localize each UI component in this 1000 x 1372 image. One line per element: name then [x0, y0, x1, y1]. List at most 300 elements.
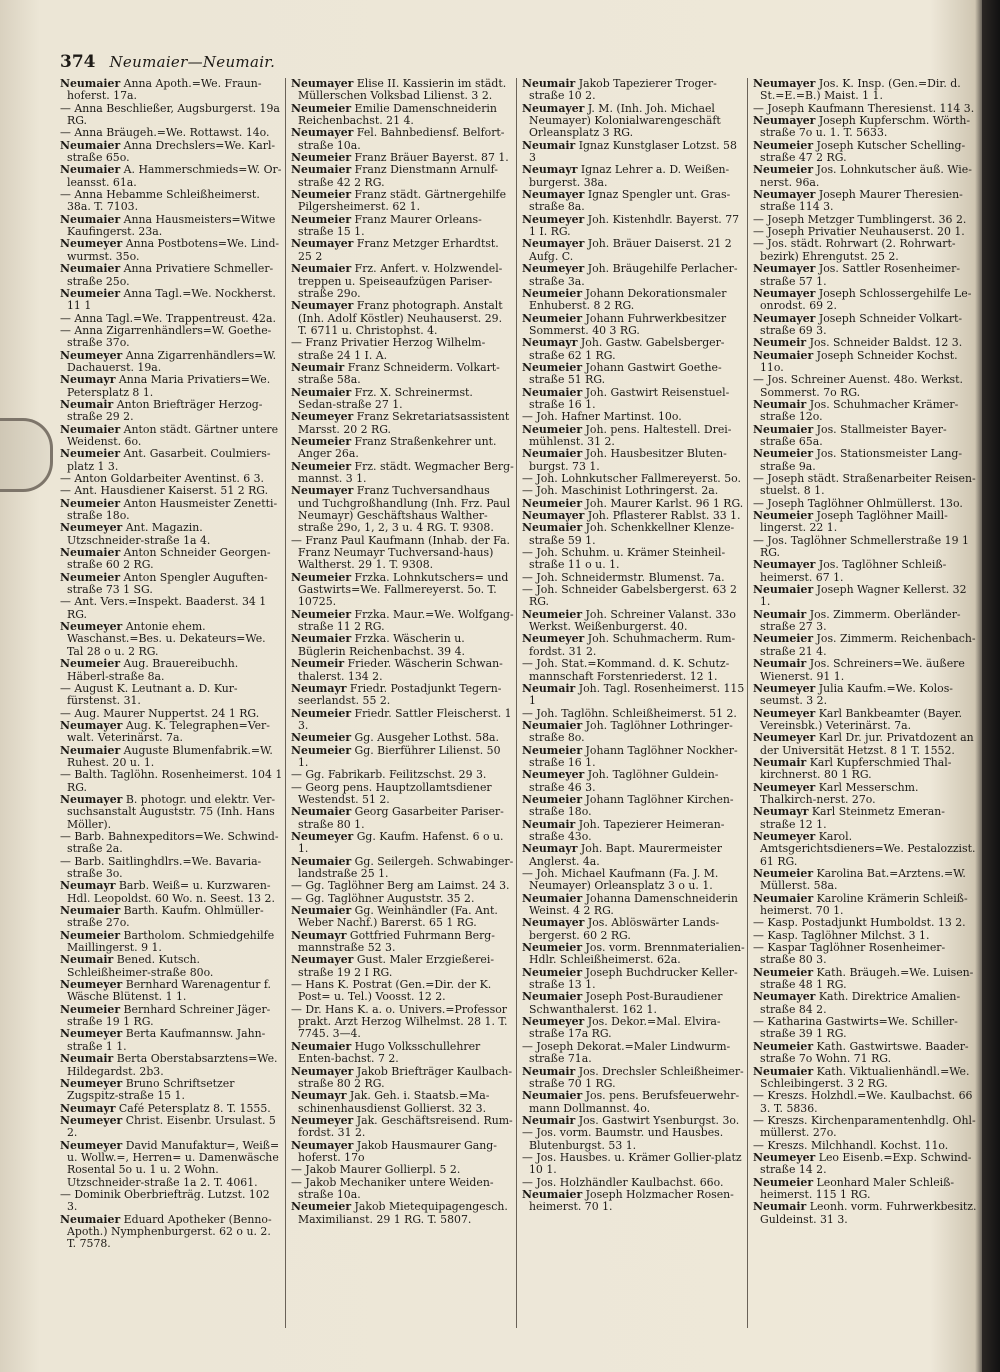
entry-surname: Neumair	[522, 138, 576, 152]
entry-text: Joseph Kupferschm. Wörth-straße 7o u. 1. T. 5633.	[760, 114, 971, 140]
entry-surname: Neumayr	[522, 163, 578, 177]
entry-text: Jos. Schreiners=We. äußere Wienerst. 91 1.	[760, 657, 965, 683]
entry-text: Anna Maria Privatiers=We. Petersplatz 8 1.	[67, 373, 271, 399]
entry-surname: Neumeier	[291, 434, 352, 448]
entry-surname: Neumayer	[291, 126, 354, 140]
entry-text: Jos. Dekor.=Mal. Elvira-straße 17a RG.	[529, 1015, 721, 1041]
directory-entry	[291, 1090, 514, 1115]
entry-text: Johann Gastwirt Goethe-straße 51 RG.	[529, 360, 722, 387]
directory-entry	[522, 633, 745, 658]
entry-text: Joh. Pflasterer Rablst. 33 1.	[584, 509, 741, 523]
entry-text: Frieder. Wäscherin Schwan-thalerst. 134 2.	[298, 657, 503, 683]
entry-text: Anna Privatiere Schmeller-straße 25o.	[67, 262, 274, 288]
entry-text: — Joh. Michael Kaufmann (Fa. J. M. Neumayer) Orleansplatz 3 o u. 1.	[522, 867, 719, 893]
directory-entry	[60, 498, 283, 523]
entry-text: — Joseph Kaufmann Theresienst. 114 3.	[753, 101, 975, 115]
entry-text: — Anton Goldarbeiter Aventinst. 6 3.	[60, 472, 265, 485]
entry-surname: Neumayer	[291, 299, 354, 313]
entry-text: Joh. Taglöhner Guldein-straße 46 3.	[529, 768, 719, 794]
entry-surname: Neumayr	[60, 879, 116, 893]
entry-surname: Neumaier	[291, 854, 352, 868]
entry-text: Frzka. Wäscherin u. Büglerin Reichenbachst. 39 4.	[298, 632, 465, 658]
entry-text: Joh. pens. Haltestell. Drei-mühlenst. 31 2.	[529, 422, 732, 448]
entry-surname: Neumeyer	[60, 1027, 123, 1041]
entry-text: — Franz Paul Kaufmann (Inhab. der Fa. Franz Neumayr Tuchversand-haus) Waltherst. 29 1. T. 9308.	[291, 533, 510, 572]
directory-entry	[753, 374, 977, 399]
entry-text: Joh. Bapt. Maurermeister Anglerst. 4a.	[529, 842, 722, 868]
directory-entry	[753, 757, 977, 782]
entry-surname: Neumeyer	[60, 1076, 123, 1090]
directory-entry	[753, 1115, 977, 1140]
entry-surname: Neumair	[753, 657, 807, 671]
entry-text: — Balth. Taglöhn. Rosenheimerst. 104 1 RG.	[60, 768, 283, 794]
entry-text: Christ. Eisenbr. Ursulast. 5 2.	[67, 1113, 276, 1140]
directory-entry	[522, 794, 745, 819]
entry-text: Barth. Kaufm. Ohlmüller-straße 27o.	[67, 904, 264, 930]
entry-surname: Neumaier	[522, 1187, 583, 1201]
entry-surname: Neumair	[522, 1113, 576, 1127]
entry-text: Franz städt. Gärtnergehilfe Pilgersheimerst. 62 1.	[298, 188, 507, 214]
entry-text: Franz Bräuer Bayerst. 87 1.	[351, 151, 509, 165]
entry-surname: Neumaier	[60, 212, 121, 226]
entry-surname: Neumeier	[60, 1002, 121, 1016]
directory-entry	[60, 325, 283, 350]
entry-text: Karoline Krämerin Schleiß-heimerst. 70 1.	[760, 891, 968, 918]
entry-text: Berta Kaufmannsw. Jahn-straße 1 1.	[67, 1027, 266, 1053]
directory-entry	[60, 214, 283, 239]
entry-surname: Neumeyer	[522, 1015, 585, 1029]
entry-surname: Neumeier	[522, 965, 583, 979]
entry-text: Kath. Bräugeh.=We. Luisen-straße 48 1 RG.	[760, 965, 974, 992]
entry-text: — Anna Beschließer, Augsburgerst. 19a RG.	[60, 101, 280, 128]
entry-text: — Joh. Schuhm. u. Krämer Steinheil-straße 11 o u. 1.	[522, 546, 726, 572]
directory-entry	[60, 794, 283, 831]
entry-surname: Neumair	[753, 397, 807, 411]
directory-entry	[753, 115, 977, 140]
entry-text: A. Hammerschmieds=W. Or-leansst. 61a.	[67, 163, 282, 189]
entry-text: — Ant. Hausdiener Kaiserst. 51 2 RG.	[60, 484, 269, 498]
entry-surname: Neumayer	[522, 188, 585, 202]
entry-text: Jos. K. Insp. (Gen.=Dir. d. St.=E.=B.) Maist. 1 1.	[760, 78, 961, 103]
entry-text: Gg. Ausgeher Lothst. 58a.	[351, 731, 500, 745]
entry-text: — August K. Leutnant a. D. Kur-fürstenst. 31.	[60, 681, 238, 708]
entry-surname: Neumeier	[291, 731, 352, 745]
entry-text: — Katharina Gastwirts=We. Schiller-straße 39 1 RG.	[753, 1015, 958, 1041]
directory-entry	[291, 189, 514, 214]
directory-entry	[60, 374, 283, 399]
directory-entry	[522, 1189, 745, 1214]
entry-text: — Joh. Schneider Gabelsbergerst. 63 2 RG.	[522, 583, 737, 609]
entry-surname: Neumeyer	[753, 731, 816, 745]
entry-surname: Neumeyer	[753, 829, 816, 843]
entry-text: Jos. Zimmerm. Reichenbach-straße 21 4.	[760, 632, 976, 658]
entry-text: — Jos. Holzhändler Kaulbachst. 66o.	[522, 1175, 724, 1189]
entry-text: Joseph Holzmacher Rosen-heimerst. 70 1.	[529, 1187, 734, 1214]
entry-text: Auguste Blumenfabrik.=W. Ruhest. 20 u. 1.	[67, 743, 273, 769]
entry-surname: Neumaier	[753, 583, 814, 597]
directory-entry	[522, 843, 745, 868]
directory-entry	[60, 1115, 283, 1140]
entry-text: Karl Kupferschmied Thal-kirchnerst. 80 1 RG.	[760, 755, 952, 782]
directory-entry	[60, 683, 283, 708]
entry-text: Jos. Stationsmeister Lang-straße 9a.	[760, 447, 963, 473]
directory-entry	[522, 522, 745, 547]
entry-surname: Neumaier	[291, 904, 352, 918]
entry-text: — Dominik Oberbriefträg. Lutzst. 102 3.	[60, 1187, 270, 1214]
directory-entry	[291, 954, 514, 979]
entry-text: — Kreszs. Holzhdl.=We. Kaulbachst. 66 3. T. 5836.	[753, 1089, 973, 1115]
directory-entry	[522, 609, 745, 634]
entry-text: Anna Postbotens=We. Lind-wurmst. 35o.	[67, 237, 280, 263]
directory-entry	[753, 164, 977, 189]
directory-entry	[753, 510, 977, 535]
directory-entry	[522, 362, 745, 387]
directory-entry	[522, 683, 745, 708]
entry-text: Gg. Weinhändler (Fa. Ant. Weber Nachf.) Barerst. 65 1 RG.	[298, 904, 498, 930]
entry-text: Elise II. Kassierin im städt. Müllerschen Volksbad Lilienst. 3 2.	[298, 78, 507, 103]
entry-surname: Neumeier	[291, 1200, 352, 1214]
entry-text: Anna Drechslers=We. Karl-straße 65o.	[67, 138, 276, 165]
entry-surname: Neumeier	[753, 163, 814, 177]
running-head: Neumaier—Neumair.	[109, 53, 276, 71]
entry-text: Frzka. Maur.=We. Wolfgang-straße 11 2 RG.	[298, 607, 514, 634]
entry-surname: Neumayer	[60, 792, 123, 806]
entry-text: — Joseph Metzger Tumblingerst. 36 2.	[753, 212, 967, 226]
entry-text: — Jos. städt. Rohrwart (2. Rohrwart-bezirk) Ehrengutst. 25 2.	[753, 237, 956, 263]
entry-text: Joh. Hausbesitzer Bluten-burgst. 73 1.	[529, 447, 727, 473]
entry-surname: Neumaier	[60, 262, 121, 276]
directory-entry	[753, 806, 977, 831]
entry-text: Bartholom. Schmiedgehilfe Maillingerst. 9 1.	[67, 928, 275, 955]
directory-entry	[753, 782, 977, 807]
directory-entry	[60, 399, 283, 424]
entry-surname: Neumeier	[522, 941, 583, 955]
entry-text: Antonie ehem. Waschanst.=Bes. u. Dekateurs=We. Tal 28 o u. 2 RG.	[67, 620, 266, 658]
entry-text: Joh. Gastwirt Reisenstuel-straße 16 1.	[529, 385, 730, 411]
entry-text: Joseph Wagner Kellerst. 32 1.	[760, 583, 967, 609]
entry-text: Anton Schneider Georgen-straße 60 2 RG.	[67, 546, 271, 572]
entry-surname: Neumeier	[60, 928, 121, 942]
entry-surname: Neumayer	[291, 953, 354, 967]
directory-entry	[291, 436, 514, 461]
entry-text: Jakob Briefträger Kaulbach-straße 80 2 RG.	[298, 1064, 513, 1090]
entry-surname: Neumeyer	[60, 1113, 123, 1127]
entry-text: Franz Sekretariatsassistent Marsst. 20 2 RG.	[298, 410, 510, 436]
directory-entry	[522, 337, 745, 362]
entry-surname: Neumayr	[60, 373, 116, 387]
directory-entry	[753, 609, 977, 634]
entry-surname: Neumayer	[291, 78, 354, 90]
directory-entry	[753, 1152, 977, 1177]
entry-text: Jos. vorm. Brennmaterialien-Hdlr. Schleißheimerst. 62a.	[529, 941, 745, 967]
entry-text: — Kasp. Postadjunkt Humboldst. 13 2.	[753, 916, 966, 930]
entry-surname: Neumeyer	[753, 1150, 816, 1164]
entry-surname: Neumair	[60, 397, 114, 411]
directory-entry	[753, 288, 977, 313]
entry-text: Anna Apoth.=We. Fraun-hoferst. 17a.	[67, 78, 262, 103]
entry-surname: Neumayer	[291, 484, 354, 498]
directory-entry	[60, 238, 283, 263]
entry-surname: Neumeier	[291, 151, 352, 165]
directory-entry	[522, 189, 745, 214]
entry-text: Jos. Gastwirt Ysenburgst. 3o.	[575, 1113, 740, 1127]
entry-surname: Neumayer	[291, 1138, 354, 1152]
entry-text: Franz Straßenkehrer unt. Anger 26a.	[298, 434, 497, 461]
directory-entry	[291, 905, 514, 930]
entry-surname: Neumayer	[522, 916, 585, 930]
entry-text: Café Petersplatz 8. T. 1555.	[115, 1101, 271, 1115]
directory-entry	[522, 1152, 745, 1177]
entry-text: — Gg. Taglöhner Auguststr. 35 2.	[291, 891, 475, 905]
entry-text: Anton Briefträger Herzog-straße 29 2.	[67, 397, 263, 424]
entry-text: Joh. Bräuer Daiserst. 21 2 Aufg. C.	[529, 237, 732, 263]
entry-text: Joseph Schneider Volkart-straße 69 3.	[760, 311, 963, 337]
directory-entry	[60, 1004, 283, 1029]
entry-surname: Neumaier	[522, 718, 583, 732]
entry-surname: Neumeier	[60, 286, 121, 300]
entry-surname: Neumayer	[753, 286, 816, 300]
entry-surname: Neumair	[60, 953, 114, 967]
directory-entry	[522, 214, 745, 239]
entry-text: Franz Schneiderm. Volkart-straße 58a.	[298, 360, 500, 387]
directory-entry	[291, 806, 514, 831]
directory-entry	[291, 1066, 514, 1091]
directory-entry	[60, 103, 283, 128]
directory-entry	[291, 633, 514, 658]
entry-surname: Neumeier	[291, 570, 352, 584]
entry-surname: Neumaier	[522, 385, 583, 399]
directory-entry	[753, 1201, 977, 1226]
directory-entry	[753, 893, 977, 918]
entry-surname: Neumeir	[291, 657, 345, 671]
directory-entry	[60, 164, 283, 189]
entry-text: — Joh. Stat.=Kommand. d. K. Schutz-mannschaft Forstenriederst. 12 1.	[522, 657, 730, 683]
directory-entry	[753, 424, 977, 449]
entry-surname: Neumayer	[753, 262, 816, 276]
entry-text: Kath. Direktrice Amalien-straße 84 2.	[760, 990, 961, 1016]
directory-entry	[60, 831, 283, 856]
entry-surname: Neumair	[291, 360, 345, 374]
entry-surname: Neumair	[60, 1052, 114, 1066]
directory-entry	[291, 1004, 514, 1041]
entry-surname: Neumaier	[291, 385, 352, 399]
entry-surname: Neumeier	[753, 1039, 814, 1053]
directory-entry	[753, 942, 977, 967]
entry-text: Jos. Taglöhner Schleiß-heimerst. 67 1.	[760, 558, 947, 584]
entry-text: Johann Dekorationsmaler Enhuberst. 8 2 RG.	[529, 286, 727, 313]
entry-text: Karl Messerschm. Thalkirch-nerst. 27o.	[760, 780, 919, 806]
entry-text: — Kreszs. Milchhandl. Kochst. 11o.	[753, 1138, 949, 1152]
entry-text: Anna Hausmeisters=Witwe Kaufingerst. 23a.	[67, 212, 276, 239]
directory-entry	[291, 411, 514, 436]
entry-text: — Kreszs. Kirchenparamentenhdlg. Ohl-müllerst. 27o.	[753, 1113, 976, 1140]
directory-entry	[291, 1140, 514, 1165]
entry-text: Joh. Schuhmacherm. Rum-fordst. 31 2.	[529, 632, 736, 658]
directory-entry	[753, 1016, 977, 1041]
entry-text: Ignaz Kunstglaser Lotzst. 58 3	[529, 138, 737, 165]
directory-entry	[753, 448, 977, 473]
directory-entry	[60, 547, 283, 572]
entry-surname: Neumeier	[522, 743, 583, 757]
directory-entry	[291, 535, 514, 572]
directory-entry	[522, 1127, 745, 1152]
entry-text: Gust. Maler Erzgießerei-straße 19 2 I RG.	[298, 953, 495, 979]
entry-surname: Neumeier	[291, 188, 352, 202]
entry-text: — Jos. Schreiner Auenst. 48o. Werkst. Sommerst. 7o RG.	[753, 373, 963, 399]
directory-entry	[291, 263, 514, 300]
entry-text: Anton städt. Gärtner untere Weidenst. 6o.	[67, 422, 279, 448]
entry-text: J. M. (Inh. Joh. Michael Neumayer) Kolonialwarengeschäft Orleansplatz 3 RG.	[529, 101, 721, 140]
entry-surname: Neumair	[753, 1200, 807, 1214]
entry-surname: Neumeier	[522, 496, 583, 510]
entry-text: — Anna Bräugeh.=We. Rottawst. 14o.	[60, 126, 270, 140]
directory-entry	[522, 1016, 745, 1041]
entry-text: Ignaz Spengler unt. Gras-straße 8a.	[529, 188, 731, 214]
entry-text: — Joh. Taglöhn. Schleißheimerst. 51 2.	[522, 706, 737, 720]
directory-entry	[753, 473, 977, 498]
directory-entry	[522, 967, 745, 992]
entry-surname: Neumeier	[753, 509, 814, 523]
directory-entry	[753, 399, 977, 424]
entry-surname: Neumeier	[522, 311, 583, 325]
entry-surname: Neumeyer	[60, 348, 123, 362]
directory-entry	[291, 485, 514, 534]
entry-surname: Neumaier	[291, 632, 352, 646]
directory-entry	[522, 313, 745, 338]
entry-text: Jakob Hausmaurer Gang-hoferst. 17o	[298, 1138, 497, 1164]
entry-text: Franz Dienstmann Arnulf-straße 42 2 RG.	[298, 163, 498, 189]
entry-text: — Joh. Maschinist Lothringerst. 2a.	[522, 484, 719, 498]
entry-surname: Neumeyer	[291, 410, 354, 424]
directory-entry	[60, 880, 283, 905]
entry-surname: Neumayer	[522, 237, 585, 251]
directory-entry	[522, 991, 745, 1016]
entry-text: Friedr. Postadjunkt Tegern-seerlandst. 55 2.	[298, 681, 502, 708]
entry-text: — Kaspar Taglöhner Rosenheimer-straße 80 3.	[753, 941, 946, 967]
entry-surname: Neumeier	[60, 447, 121, 461]
entry-surname: Neumeier	[753, 1175, 814, 1189]
entry-surname: Neumayer	[291, 1064, 354, 1078]
entry-text: Leonh. vorm. Fuhrwerkbesitz. Guldeinst. 31 3.	[760, 1200, 977, 1226]
entry-surname: Neumeier	[60, 657, 121, 671]
entry-text: Jos. Schuhmacher Krämer-straße 12o.	[760, 397, 959, 424]
entry-text: Kath. Gastwirtswe. Baader-straße 7o Wohn. 71 RG.	[760, 1039, 969, 1066]
entry-text: Jos. Lohnkutscher äuß. Wie-nerst. 96a.	[760, 163, 972, 189]
entry-surname: Neumeier	[291, 706, 352, 720]
entry-surname: Neumeyer	[522, 632, 585, 646]
directory-entry	[522, 658, 745, 683]
directory-entry	[291, 658, 514, 683]
directory-entry	[60, 954, 283, 979]
directory-entry	[753, 350, 977, 375]
directory-entry	[60, 1140, 283, 1189]
entry-text: Joseph Schneider Kochst. 11o.	[760, 348, 958, 374]
entry-surname: Neumaier	[753, 1064, 814, 1078]
directory-entry	[522, 1041, 745, 1066]
directory-entry	[60, 905, 283, 930]
entry-text: Karl Dr. jur. Privatdozent an der Universität Hetzst. 8 1 T. 1552.	[760, 731, 974, 757]
entry-text: Julia Kaufm.=We. Kolos-seumst. 3 2.	[760, 681, 953, 708]
entry-surname: Neumeyer	[291, 1113, 354, 1127]
entry-surname: Neumeyer	[60, 620, 123, 634]
directory-entry	[60, 78, 283, 103]
directory-entry	[522, 769, 745, 794]
entry-text: — Jos. vorm. Baumstr. und Hausbes. Blutenburgst. 53 1.	[522, 1126, 724, 1152]
directory-entry	[753, 991, 977, 1016]
directory-entry	[522, 140, 745, 165]
entry-text: Franz photograph. Anstalt (Inh. Adolf Köstler) Neuhauserst. 29. T. 6711 u. Christophst. 4.	[298, 299, 503, 337]
directory-entry	[60, 658, 283, 683]
directory-entry	[291, 103, 514, 128]
directory-entry	[291, 164, 514, 189]
entry-text: David Manufaktur=, Weiß= u. Wollw.=, Herren= u. Damenwäsche Rosental 5o u. 1 u. 2 Wohn. Utzschneider-straße 1a 2. T. 4061.	[67, 1138, 280, 1189]
directory-entry	[753, 1041, 977, 1066]
entry-text: Joh. Schenkkellner Klenze-straße 59 1.	[529, 521, 735, 547]
entry-text: Bruno Schriftsetzer Zugspitz-straße 15 1.	[67, 1076, 235, 1103]
entry-surname: Neumaier	[60, 546, 121, 560]
directory-entry	[60, 189, 283, 214]
entry-text: — Ant. Vers.=Inspekt. Baaderst. 34 1 RG.	[60, 595, 267, 621]
entry-text: — Kasp. Taglöhner Milchst. 3 1.	[753, 928, 930, 942]
directory-entry	[291, 782, 514, 807]
directory-entry	[522, 238, 745, 263]
entry-text: Anton Spengler Auguften-straße 73 1 SG.	[67, 570, 268, 597]
directory-entry	[291, 387, 514, 412]
entry-text: Joh. Gastw. Gabelsberger-straße 62 1 RG.	[529, 336, 725, 362]
entry-text: Eduard Apotheker (Benno-Apoth.) Nymphenburgerst. 62 o u. 2. T. 7578.	[67, 1212, 272, 1251]
directory-entry	[522, 547, 745, 572]
entry-surname: Neumaier	[291, 805, 352, 819]
entry-surname: Neumeyer	[522, 768, 585, 782]
directory-entry	[522, 868, 745, 893]
entry-surname: Neumeier	[753, 632, 814, 646]
directory-entry	[291, 1177, 514, 1202]
entry-surname: Neumaier	[753, 348, 814, 362]
entry-surname: Neumaier	[60, 163, 121, 177]
columns-container	[58, 78, 980, 1328]
entry-surname: Neumeyer	[753, 780, 816, 794]
entry-text: — Franz Privatier Herzog Wilhelm-straße 24 1 I. A.	[291, 336, 486, 362]
entry-text: Anna Zigarrenhändlers=W. Dachauerst. 19a.	[67, 348, 277, 374]
binding-tab	[0, 418, 53, 492]
entry-text: Joseph Buchdrucker Keller-straße 13 1.	[529, 965, 738, 992]
entry-text: Jos. Stallmeister Bayer-straße 65a.	[760, 422, 947, 448]
directory-entry	[753, 708, 977, 733]
directory-entry	[522, 942, 745, 967]
entry-surname: Neumayer	[60, 718, 123, 732]
entry-text: Barb. Weiß= u. Kurzwaren-Hdl. Leopoldst. 60 Wo. n. Seest. 13 2.	[67, 879, 275, 905]
entry-text: — Anna Hebamme Schleißheimerst. 38a. T. 7103.	[60, 188, 260, 214]
entry-text: Bernhard Schreiner Jäger-straße 19 1 RG.	[67, 1002, 271, 1029]
entry-text: — Gg. Fabrikarb. Feilitzschst. 29 3.	[291, 768, 487, 782]
entry-text: Jos. Sattler Rosenheimer-straße 57 1.	[760, 262, 960, 288]
entry-text: — Anna Zigarrenhändlers=W. Goethe-straße 37o.	[60, 323, 272, 350]
directory-entry	[291, 238, 514, 263]
entry-text: Gg. Bierführer Lilienst. 50 1.	[298, 743, 501, 769]
entry-text: Emilie Damenschneiderin Reichenbachst. 21 4.	[298, 101, 497, 128]
entry-surname: Neumeier	[291, 607, 352, 621]
entry-text: Anna Tagl.=We. Nockherst. 11 1	[67, 286, 276, 313]
entry-surname: Neumaier	[291, 1039, 352, 1053]
entry-text: Jos. Zimmerm. Oberländer-straße 27 3.	[760, 607, 961, 634]
entry-text: Joseph Post-Buraudiener Schwanthalerst. 162 1.	[529, 990, 723, 1016]
directory-entry	[60, 288, 283, 313]
directory-entry	[522, 917, 745, 942]
directory-entry	[291, 127, 514, 152]
entry-text: Karl Bankbeamter (Bayer. Vereinsbk.) Veterinärst. 7a.	[760, 706, 963, 732]
entry-surname: Neumaier	[522, 447, 583, 461]
entry-text: — Anna Tagl.=We. Trappentreust. 42a.	[60, 311, 276, 325]
